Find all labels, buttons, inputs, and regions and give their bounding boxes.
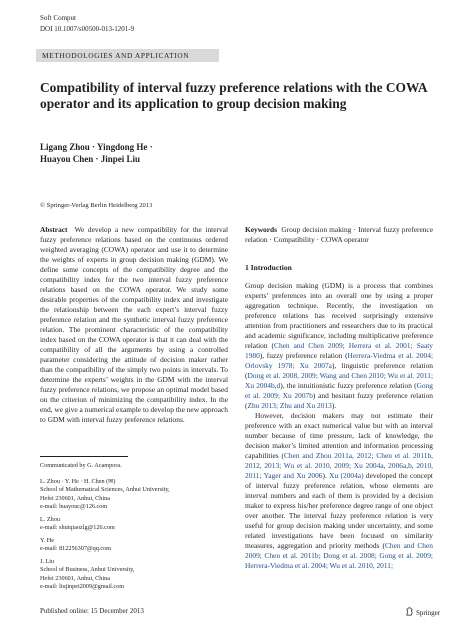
citation-link[interactable]: Chen and Zhou 2011a, 2012; Chen et al. 2011b, 2012, 2013; Wu et al. 2010, 2009; Xu 2004a, 2006a,b, 2010, 2011; Yager and Xu 2006 <box>245 451 433 480</box>
author-liu-city: Hefei 230601, Anhui, China <box>40 574 110 582</box>
intro-paragraph-1: Group decision making (GDM) is a process that combines experts’ preferences into an overall one by using a proper aggregation technique. Recently, the investigation on preference relations has received surprisingly extensive attention from practitioners and researchers due to its practical and academic significance, including multiplicative preference relation (Chen and Chen 2009; Herrera et al. 2001; Saaty 1980), fuzzy preference relation (Herrera-Viedma et al. 2004; Orlovsky 1978; Xu 2007a), linguistic preference relation (Dong et al. 2008, 2009; Wang and Chen 2010; Wu et al. 2011; Xu 2004b,d), the intuitionistic fuzzy preference relation (Gong et al. 2009; Xu 2007b) and hesitant fuzzy preference relation (Zhu 2013; Zhu and Xu 2013). <box>245 281 433 410</box>
abstract-label: Abstract <box>40 225 68 234</box>
category-label: METHODOLOGIES AND APPLICATION <box>42 51 190 60</box>
publisher-name: Springer <box>416 609 441 617</box>
communicated-by: Communicated by G. Acampora. <box>40 462 122 469</box>
keywords <box>245 225 433 245</box>
journal-name: Soft Comput <box>40 14 76 22</box>
abstract-text: We develop a new compatibility for the interval fuzzy preference relations based on the continuous ordered weighted averaging (COWA) operator and use it to determine the weights of experts in group decision making (GDM). We define some concepts of the compatibility degree and the compatibility index for the two interval fuzzy preference relations based on the COWA operator. We study some desirable properties of the compatibility index and investigate the relationship between the each expert’s interval fuzzy preference relation and the synthetic interval fuzzy preference relation. The prominent characteristic of the compatibility index based on the COWA operator is that it can deal with the compatibility of all the arguments by using a controlled parameter considering the attitude of decision maker rather than the compatibility of the simply two points in intervals. To determine the experts’ weights in the GDM with the interval fuzzy preference relations, we propose an optimal model based on the criterion of minimizing the compatibility index. In the end, we give a numerical example to develop the new approach to GDM with interval fuzzy preference relations. <box>40 225 228 424</box>
section-heading: 1 Introduction <box>245 263 292 272</box>
published-date: Published online: 15 December 2013 <box>40 607 144 615</box>
keywords-label: Keywords <box>245 225 278 234</box>
citation-link[interactable]: Gong et al. 2009; Xu 2007b <box>245 381 433 400</box>
affiliation-names: L. Zhou · Y. He · H. Chen (✉) <box>40 477 116 485</box>
author-liu-institution: School of Business, Anhui University, <box>40 566 135 573</box>
citation-link[interactable]: Xu (2004a) <box>329 471 364 480</box>
doi: DOI 10.1007/s00500-013-1201-9 <box>40 25 135 33</box>
citation-link[interactable]: Zhu 2013; Zhu and Xu 2013 <box>247 401 332 410</box>
springer-horse-icon <box>405 607 414 616</box>
footnote-divider <box>40 456 128 457</box>
citation-link[interactable]: Dong et al. 2008, 2009; Wang and Chen 2010; Wu et al. 2011; Xu 2004b,d <box>245 371 433 390</box>
intro-paragraph-2: However, decision makers may not estimate their preference with an exact numerical value but with an interval number because of time pressure, lack of knowledge, the decision maker’s limited attention and information processing capabilities (Chen and Zhou 2011a, 2012; Chen et al. 2011b, 2012, 2013; Wu et al. 2010, 2009; Xu 2004a, 2006a,b, 2010, 2011; Yager and Xu 2006). Xu (2004a) developed the concept of interval fuzzy preference relation, whose elements are interval numbers and each of them is provided by a decision maker to express his/her preference degree range of one object over another. The interval fuzzy preference relation is very useful for group decision making under uncertainty, and some related investigations have been focused on similarity measures, aggregation and priority methods (Chen and Chen 2009; Chen et al. 2011b; Dong et al. 2008; Gong et al. 2009; Herrera-Viedma et al. 2004; Wu et al. 2010, 2011; <box>245 411 433 570</box>
citation-link[interactable]: Chen and Chen 2009; Herrera et al. 2001; Saaty 1980 <box>245 341 433 360</box>
category-banner <box>36 49 219 62</box>
author-liu-name: J. Liu <box>40 557 55 565</box>
author-list <box>40 141 340 165</box>
introduction-body <box>245 281 433 571</box>
author-line-1: Ligang Zhou · Yingdong He · <box>40 142 153 152</box>
publisher-logo <box>405 607 440 617</box>
author-he-email[interactable]: e-mail: 812256307@qq.com <box>40 545 111 552</box>
citation-link[interactable]: Chen and Chen 2009; Chen et al. 2011b; Dong et al. 2008; Gong et al. 2009; Herrera-Viedma et al. 2004; Wu et al. 2010, 2011; <box>245 541 433 570</box>
affiliation-city: Hefei 230601, Anhui, China <box>40 494 110 502</box>
affiliation-email[interactable]: e-mail: huayouc@126.com <box>40 503 108 510</box>
author-he-name: Y. He <box>40 536 54 544</box>
copyright: © Springer-Verlag Berlin Heidelberg 2013 <box>40 202 153 209</box>
keywords-text: Group decision making · Interval fuzzy preference relation · Compatibility · COWA operator <box>245 225 433 244</box>
citation-link[interactable]: Herrera-Viedma et al. 2004; Orlovsky 1978; Xu 2007a <box>245 351 433 370</box>
affiliation-institution: School of Mathematical Sciences, Anhui University, <box>40 486 170 493</box>
abstract <box>40 225 228 425</box>
author-zhou-name: L. Zhou <box>40 515 60 523</box>
author-liu-email[interactable]: e-mail: liujinpei2009@gmail.com <box>40 583 125 590</box>
footnotes <box>40 462 220 592</box>
author-line-2: Huayou Chen · Jinpei Liu <box>40 154 141 164</box>
paper-title: Compatibility of interval fuzzy preference relations with the COWA operator and its application to group decision making <box>40 80 427 111</box>
author-zhou-email[interactable]: e-mail: shuiqiaozlg@126.com <box>40 524 115 531</box>
